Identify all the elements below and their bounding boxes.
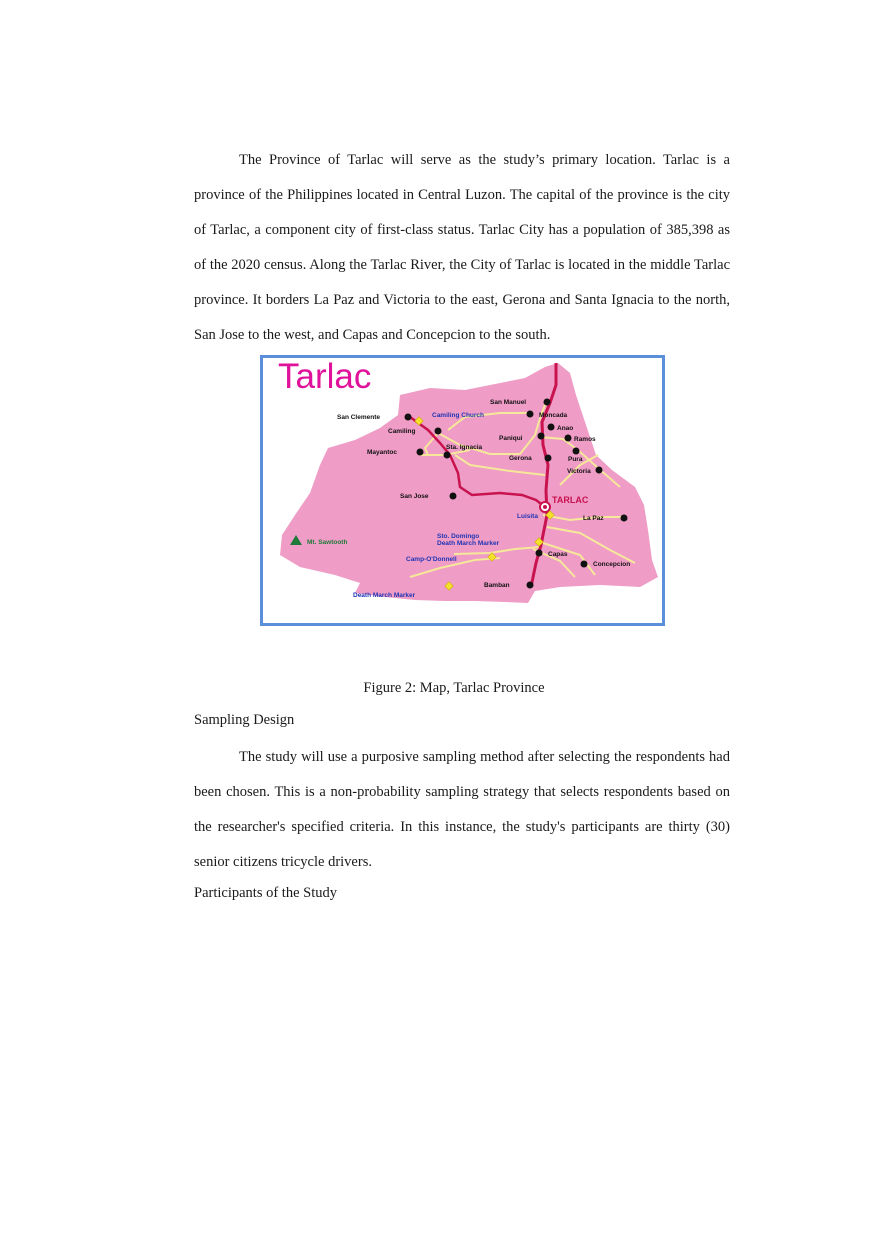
dot-san-manuel [544, 399, 551, 406]
dot-la-paz [621, 515, 628, 522]
dot-mayantoc [417, 449, 424, 456]
label-san-jose: San Jose [400, 493, 429, 500]
label-paniqui: Paniqui [499, 435, 523, 442]
label-gerona: Gerona [509, 455, 532, 462]
label-camp-odonnell: Camp-O'Donnell [406, 556, 457, 563]
label-mayantoc: Mayantoc [367, 449, 397, 456]
label-mt-sawtooth: Mt. Sawtooth [307, 539, 348, 546]
dot-san-jose [450, 493, 457, 500]
intro-paragraph: The Province of Tarlac will serve as the study’s primary location. Tarlac is a province of the Philippines located in Central Luzon. The capital of the province is the city of Tarlac, a component city of first-class status. Tarlac City has a population of 385,398 as of the 2020 census. Along the Tarlac River, the City of Tarlac is located in the middle Tarlac province. It borders La Paz and Victoria to the east, Gerona and Santa Ignacia to the north, San Jose to the west, and Capas and Concepcion to the south. [194, 152, 730, 343]
dot-sta-ignacia [444, 452, 451, 459]
tarlac-map-figure [260, 355, 665, 626]
figure-caption: Figure 2: Map, Tarlac Province [363, 680, 545, 696]
dot-ramos [565, 435, 572, 442]
label-capas: Capas [548, 551, 568, 558]
label-victoria: Victoria [567, 468, 591, 475]
label-san-manuel: San Manuel [490, 399, 527, 406]
label-pura: Pura [568, 456, 583, 463]
label-sto-domingo: Sto. Domingo [437, 533, 480, 540]
heading-participants: Participants of the Study [194, 885, 337, 901]
label-concepcion: Concepcion [593, 561, 631, 568]
label-san-clemente: San Clemente [337, 414, 380, 421]
dot-moncada [527, 411, 534, 418]
dot-pura [573, 448, 580, 455]
capital-marker-center [543, 505, 547, 509]
label-luisita: Luisita [517, 513, 538, 520]
map-title: Tarlac [278, 357, 372, 396]
label-sto-domingo-marker: Death March Marker [437, 540, 500, 547]
label-la-paz: La Paz [583, 515, 604, 522]
label-death-march-marker: Death March Marker [353, 592, 416, 599]
dot-anao [548, 424, 555, 431]
dot-san-clemente [405, 414, 412, 421]
sampling-paragraph: The study will use a purposive sampling method after selecting the respondents had been chosen. This is a non-probability sampling strategy that selects respondents based on the researcher's specified criteria. In this instance, the study's participants are thirty (30) senior citizens tricycle drivers. [194, 749, 730, 870]
label-tarlac-city: TARLAC [552, 495, 589, 505]
dot-capas [536, 550, 543, 557]
label-camiling-church: Camiling Church [432, 412, 485, 419]
label-bamban: Bamban [484, 582, 510, 589]
dot-victoria [596, 467, 603, 474]
label-ramos: Ramos [574, 436, 596, 443]
label-moncada: Moncada [539, 412, 568, 419]
label-sta-ignacia: Sta. Ignacia [446, 444, 483, 451]
dot-gerona [545, 455, 552, 462]
heading-sampling-design: Sampling Design [194, 712, 295, 728]
label-camiling: Camiling [388, 428, 416, 435]
dot-paniqui [538, 433, 545, 440]
dot-bamban [527, 582, 534, 589]
dot-concepcion [581, 561, 588, 568]
label-anao: Anao [557, 425, 574, 432]
dot-camiling [435, 428, 442, 435]
tarlac-map [260, 355, 665, 626]
